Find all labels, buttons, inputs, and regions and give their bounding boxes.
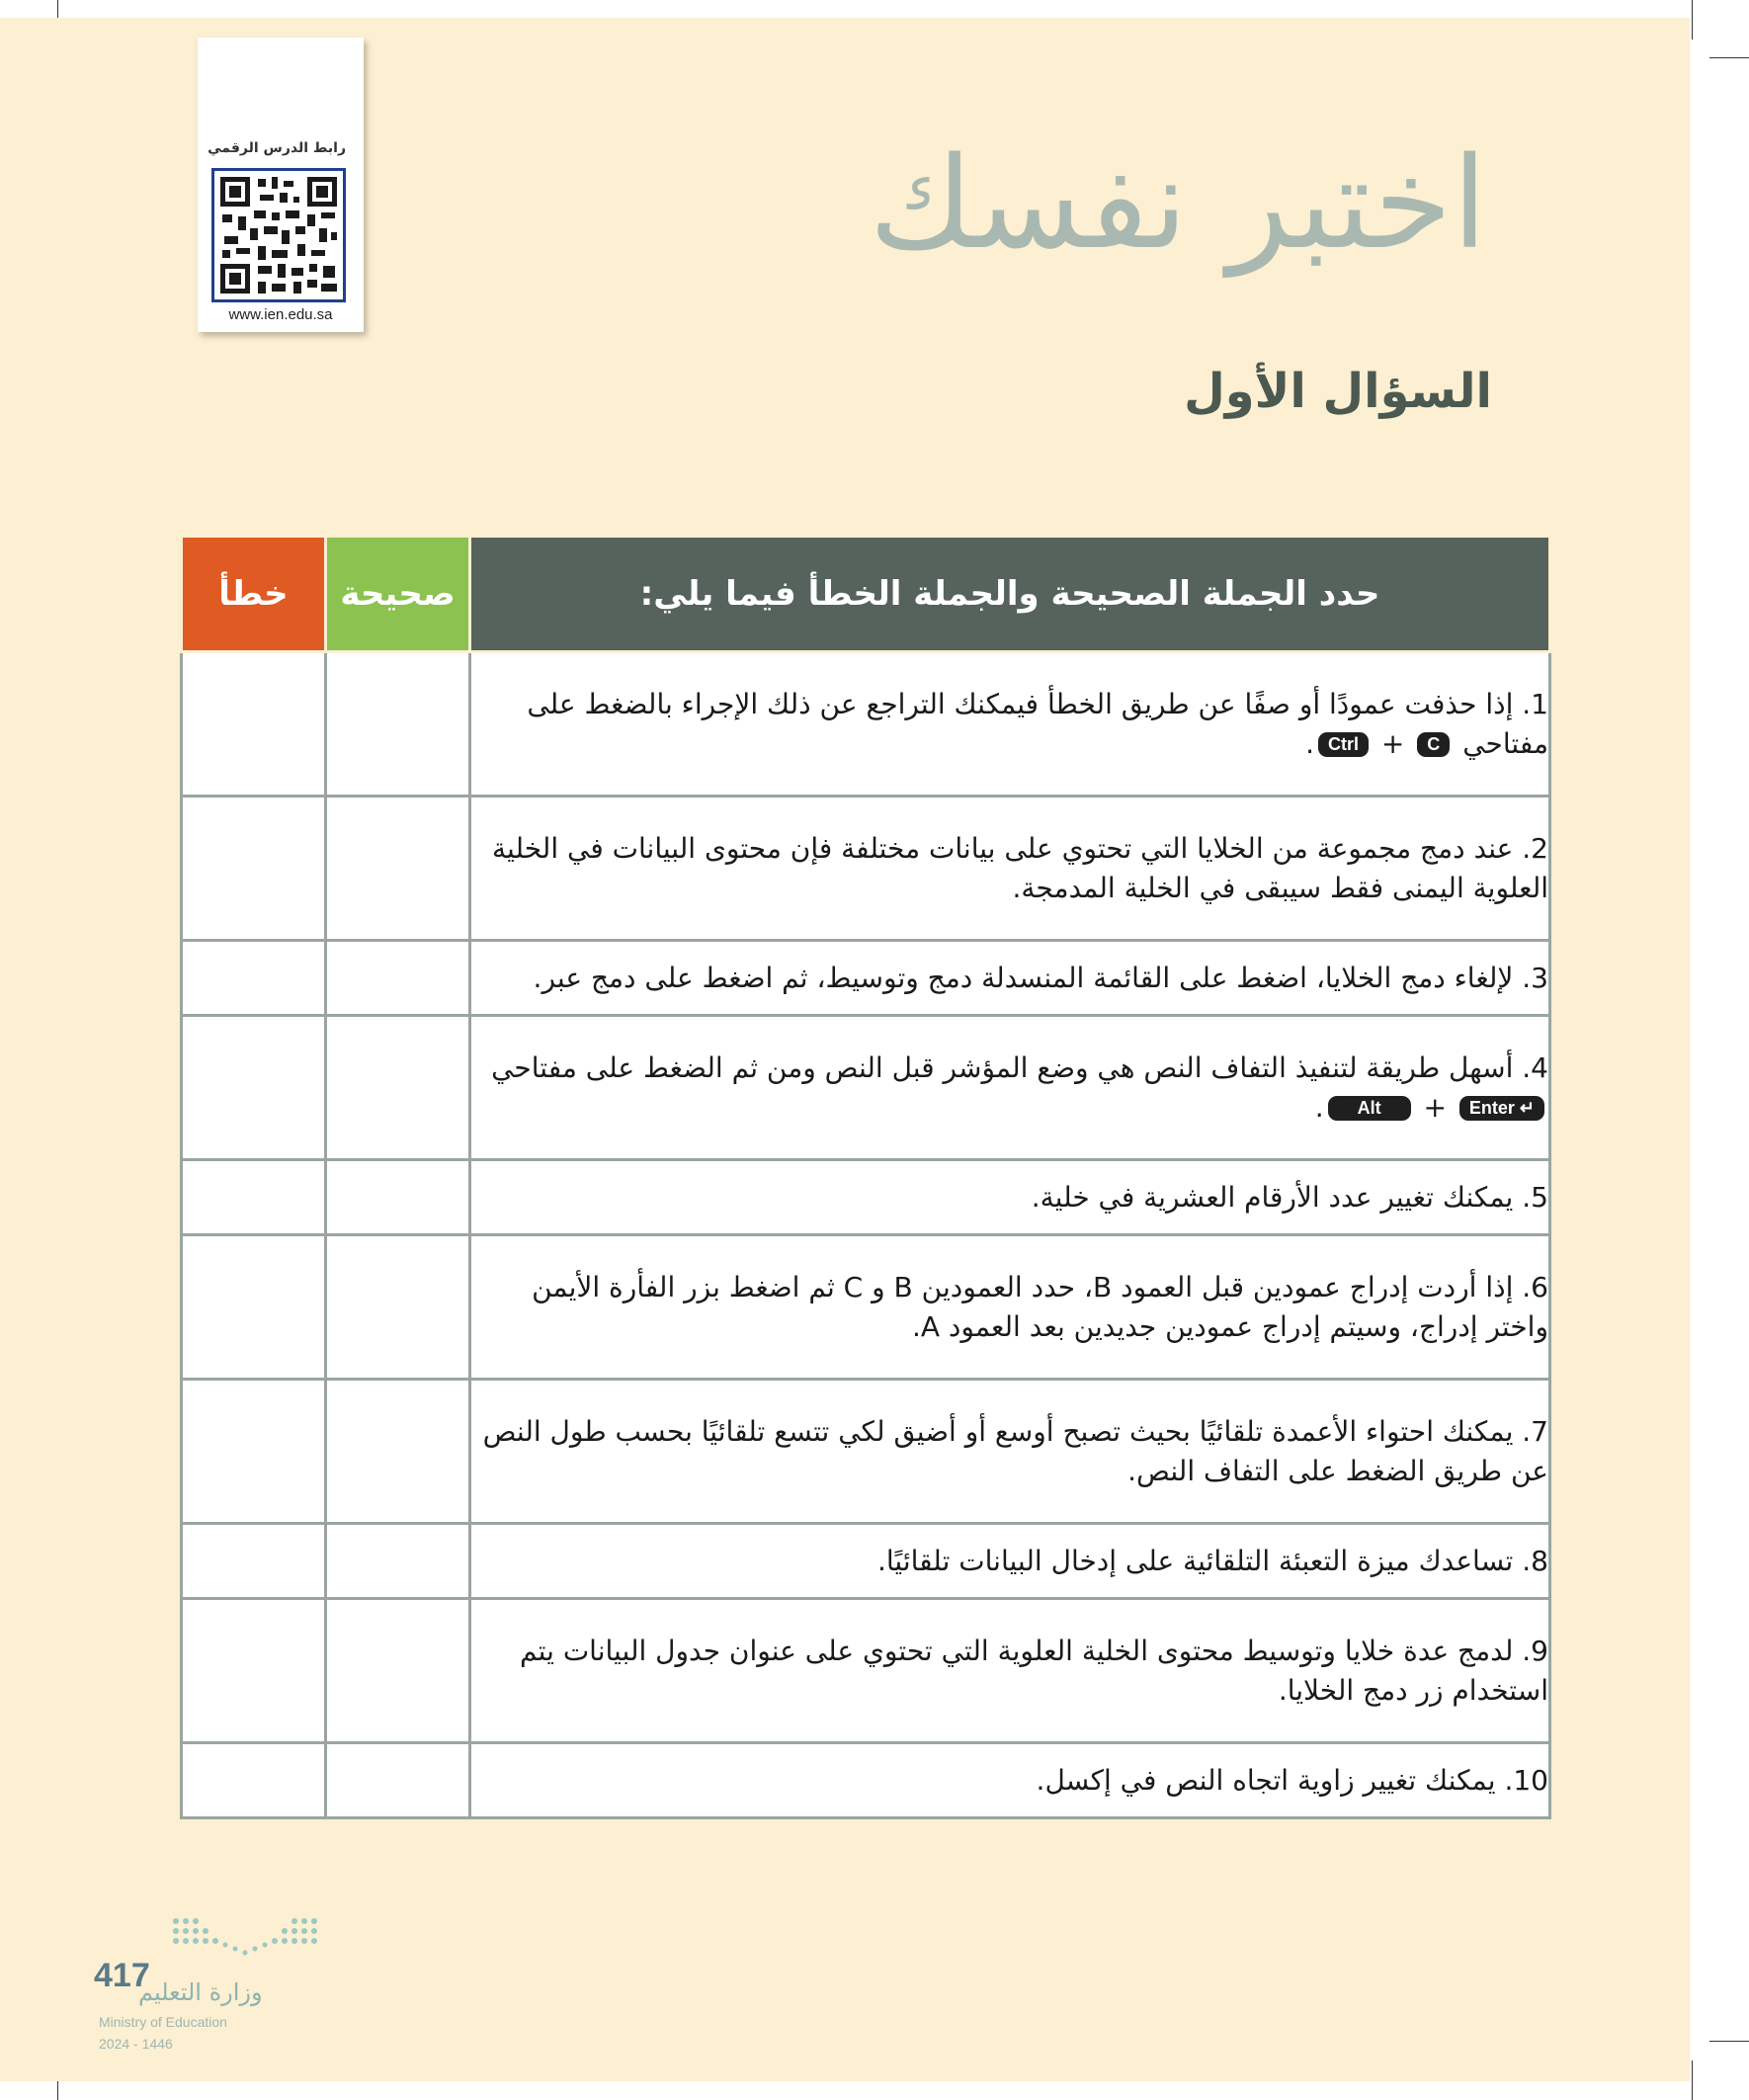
- key-enter-icon: Enter ↵: [1459, 1096, 1544, 1122]
- plus-sign: +: [1380, 726, 1405, 760]
- crop-mark: [1692, 2060, 1693, 2100]
- table-row: [182, 1160, 1550, 1235]
- wrong-checkbox-cell[interactable]: [182, 1598, 326, 1742]
- wrong-checkbox-cell[interactable]: [182, 941, 326, 1016]
- statement-text: عند دمج مجموعة من الخلايا التي تحتوي على بيانات مختلفة فإن محتوى البيانات في الخلية العلوية اليمنى فقط سيبقى في الخلية المدمجة.: [492, 831, 1548, 904]
- right-checkbox-cell[interactable]: [326, 797, 470, 941]
- statement-number: 4.: [1522, 1050, 1548, 1084]
- statement-cell: [470, 941, 1550, 1016]
- header-wrong: [182, 537, 326, 652]
- statement-number: 2.: [1522, 831, 1548, 865]
- statement-cell: [470, 1016, 1550, 1160]
- table-row: [182, 1598, 1550, 1742]
- wrong-checkbox-cell[interactable]: [182, 1380, 326, 1524]
- statement-cell: [470, 1380, 1550, 1524]
- statement-text: إذا حذفت عمودًا أو صفًا عن طريق الخطأ فيمكنك التراجع عن ذلك الإجراء بالضغط على مفتاحي: [527, 687, 1548, 760]
- statement-cell: [470, 1524, 1550, 1599]
- table-row: [182, 1016, 1550, 1160]
- table-row: [182, 1234, 1550, 1379]
- right-checkbox-cell[interactable]: [326, 1598, 470, 1742]
- header-right: [326, 537, 470, 652]
- statement-number: 8.: [1522, 1544, 1548, 1577]
- qr-card[interactable]: [198, 38, 364, 332]
- page-number: 417: [94, 1957, 150, 1994]
- table-row: [182, 1524, 1550, 1599]
- ministry-logo-icon: [170, 1915, 328, 1971]
- header-wrong-label: خطأ: [218, 574, 289, 614]
- table-header-row: [182, 537, 1550, 652]
- page: [0, 18, 1690, 2081]
- right-checkbox-cell[interactable]: [326, 1524, 470, 1599]
- wrong-checkbox-cell[interactable]: [182, 1234, 326, 1379]
- statement-end: .: [1305, 726, 1315, 760]
- table-row: [182, 1743, 1550, 1818]
- right-checkbox-cell[interactable]: [326, 1380, 470, 1524]
- wrong-checkbox-cell[interactable]: [182, 1524, 326, 1599]
- header-statement: [470, 537, 1550, 652]
- statement-text: لدمج عدة خلايا وتوسيط محتوى الخلية العلوية التي تحتوي على عنوان جدول البيانات يتم استخدام زر دمج الخلايا.: [520, 1634, 1548, 1707]
- wrong-checkbox-cell[interactable]: [182, 1016, 326, 1160]
- qr-caption: رابط الدرس الرقمي: [208, 140, 346, 156]
- statement-text: يمكنك تغيير زاوية اتجاه النص في إكسل.: [1036, 1763, 1496, 1797]
- statement-text: يمكنك احتواء الأعمدة تلقائيًا بحيث تصبح أوسع أو أضيق لكي تتسع تلقائيًا بحسب طول النص عن طريق الضغط على التفاف النص.: [482, 1414, 1548, 1487]
- wrong-checkbox-cell[interactable]: [182, 797, 326, 941]
- crop-mark: [1692, 0, 1693, 40]
- qr-code-icon[interactable]: [211, 168, 346, 302]
- ministry-name-en: Ministry of Education: [99, 2014, 227, 2030]
- statement-cell: [470, 797, 1550, 941]
- statement-text: إذا أردت إدراج عمودين قبل العمود B، حدد العمودين B و C ثم اضغط بزر الفأرة الأيمن واختر إدراج، وسيتم إدراج عمودين جديدين بعد العمود A.: [532, 1270, 1548, 1343]
- right-checkbox-cell[interactable]: [326, 652, 470, 797]
- statement-number: 9.: [1522, 1634, 1548, 1667]
- statement-number: 3.: [1522, 961, 1548, 994]
- wrong-checkbox-cell[interactable]: [182, 652, 326, 797]
- plus-sign: +: [1423, 1090, 1447, 1124]
- statement-text: لإلغاء دمج الخلايا، اضغط على القائمة المنسدلة دمج وتوسيط، ثم اضغط على دمج عبر.: [533, 961, 1514, 994]
- table-row: [182, 797, 1550, 941]
- statement-cell: [470, 1234, 1550, 1379]
- table-row: [182, 941, 1550, 1016]
- statement-number: 6.: [1522, 1270, 1548, 1303]
- statement-cell: [470, 1743, 1550, 1818]
- question-title: السؤال الأول: [1184, 364, 1492, 419]
- header-statement-label: حدد الجملة الصحيحة والجملة الخطأ فيما يلي:: [639, 574, 1380, 614]
- right-checkbox-cell[interactable]: [326, 1160, 470, 1235]
- table-row: [182, 1380, 1550, 1524]
- wrong-checkbox-cell[interactable]: [182, 1743, 326, 1818]
- statement-text: أسهل طريقة لتنفيذ التفاف النص هي وضع المؤشر قبل النص ومن ثم الضغط على مفتاحي: [491, 1050, 1514, 1084]
- key-ctrl-icon: Ctrl: [1318, 732, 1369, 758]
- right-checkbox-cell[interactable]: [326, 1743, 470, 1818]
- page-title: اختبر نفسك: [869, 130, 1487, 278]
- statement-text: يمكنك تغيير عدد الأرقام العشرية في خلية.: [1031, 1180, 1514, 1214]
- statement-number: 7.: [1522, 1414, 1548, 1448]
- crop-mark: [1709, 57, 1749, 58]
- statement-cell: [470, 1160, 1550, 1235]
- key-alt-icon: Alt: [1328, 1096, 1411, 1122]
- header-right-label: صحيحة: [340, 574, 456, 614]
- academic-year: 2024 - 1446: [99, 2036, 173, 2052]
- statement-number: 10.: [1504, 1763, 1548, 1797]
- true-false-table: [180, 535, 1551, 1819]
- wrong-checkbox-cell[interactable]: [182, 1160, 326, 1235]
- statement-end: .: [1314, 1090, 1324, 1124]
- right-checkbox-cell[interactable]: [326, 1234, 470, 1379]
- ministry-name-ar: وزارة التعليم: [138, 1978, 263, 2006]
- statement-cell: [470, 1598, 1550, 1742]
- statement-number: 1.: [1522, 687, 1548, 720]
- statement-text: تساعدك ميزة التعبئة التلقائية على إدخال البيانات تلقائيًا.: [876, 1544, 1514, 1577]
- crop-mark: [1709, 2041, 1749, 2042]
- table-row: [182, 652, 1550, 797]
- statement-number: 5.: [1522, 1180, 1548, 1214]
- key-c-icon: C: [1417, 732, 1450, 758]
- statement-cell: [470, 652, 1550, 797]
- right-checkbox-cell[interactable]: [326, 941, 470, 1016]
- qr-url[interactable]: www.ien.edu.sa: [228, 306, 333, 323]
- right-checkbox-cell[interactable]: [326, 1016, 470, 1160]
